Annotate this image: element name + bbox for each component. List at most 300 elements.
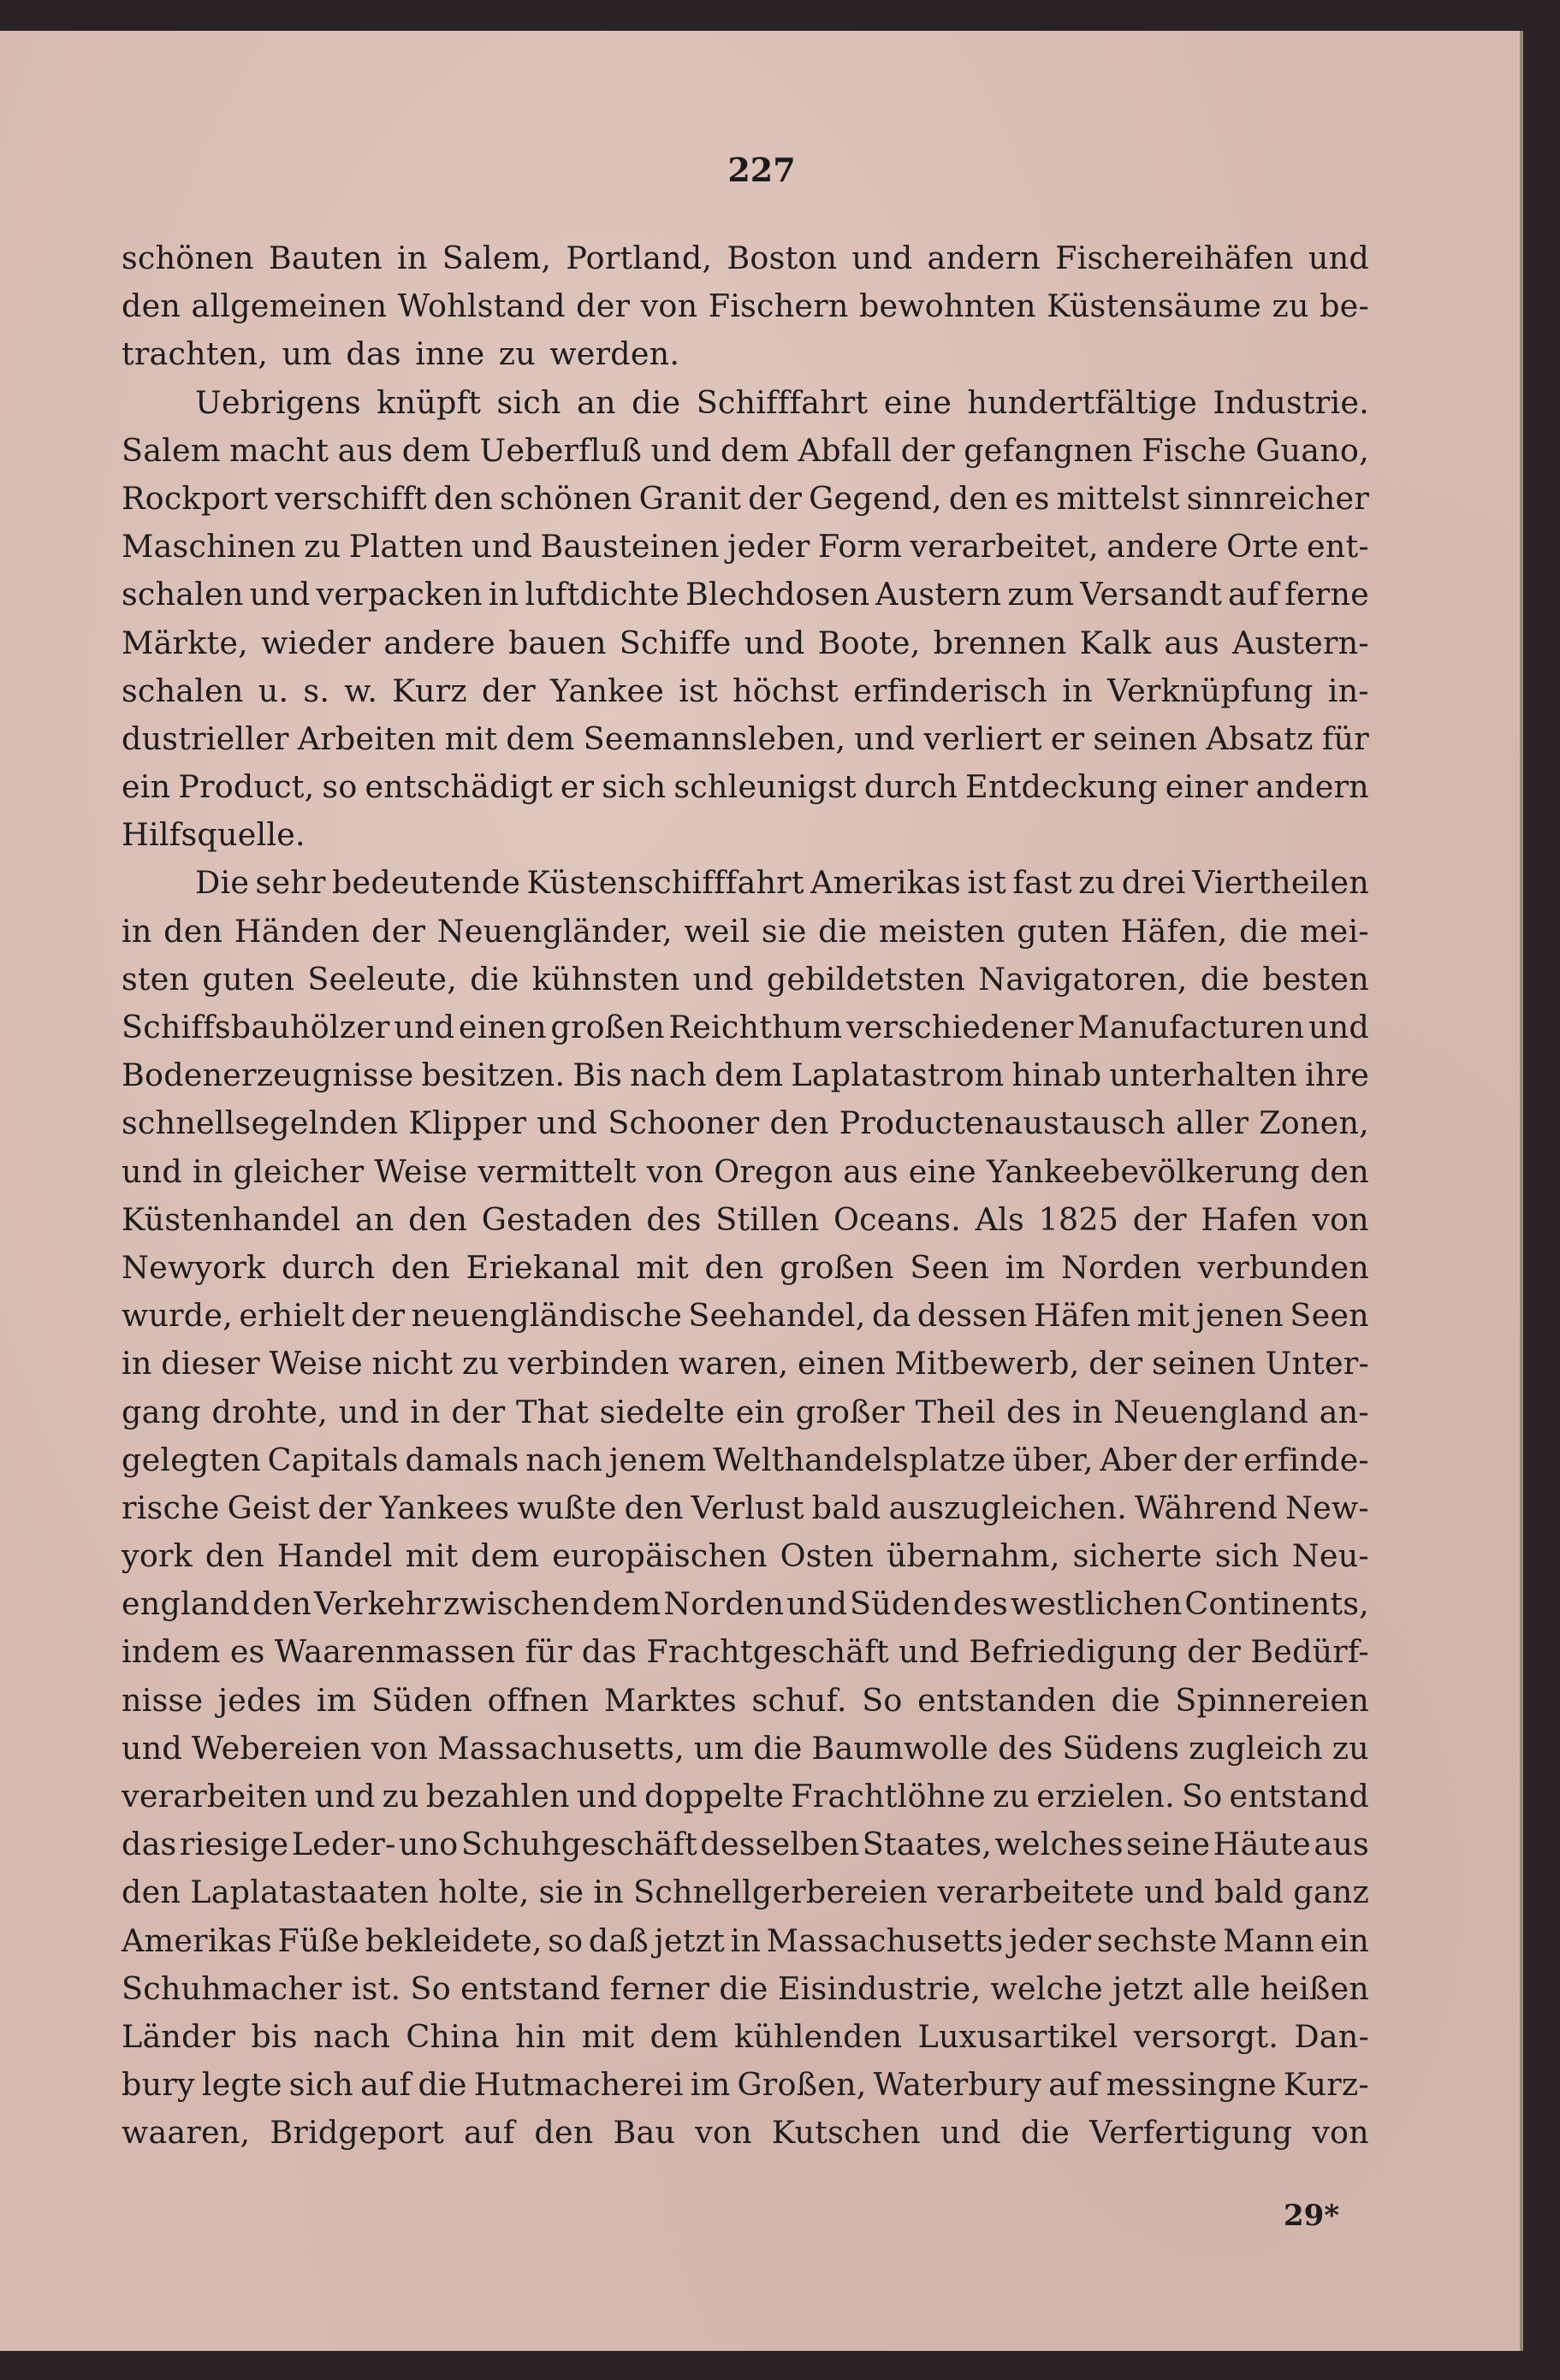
word: gleicher <box>233 1152 365 1190</box>
word: Neuengländer, <box>436 912 673 950</box>
word: von <box>1312 2114 1369 2152</box>
word: der <box>371 912 426 950</box>
word: er <box>1050 719 1085 757</box>
word: ist <box>967 864 1007 902</box>
word: Verfertigung <box>1089 2114 1293 2152</box>
word: bedeutende <box>331 864 521 902</box>
text-line <box>122 1773 1369 1821</box>
word: 1825 <box>1038 1200 1119 1238</box>
word: erzielen. <box>1036 1778 1175 1815</box>
word: mit <box>1136 1297 1190 1335</box>
word: sehr <box>255 864 326 902</box>
word: Während <box>1135 1489 1278 1526</box>
word: siedelte <box>599 1393 726 1430</box>
word: jeder <box>1008 1921 1092 1959</box>
word: Baumwolle <box>811 1729 989 1767</box>
word: dieser <box>161 1345 260 1382</box>
word: Platten <box>348 528 464 565</box>
word: Waterbury <box>873 2066 1042 2104</box>
word: So <box>862 1681 903 1719</box>
word: nach <box>525 1441 603 1478</box>
word: New- <box>1284 1489 1369 1526</box>
word: vermittelt <box>477 1152 637 1190</box>
word: Mitbewerb, <box>894 1345 1080 1382</box>
word: der <box>1132 1200 1187 1238</box>
book-page <box>0 31 1523 2351</box>
word: an <box>354 1200 394 1238</box>
word: Bauten <box>268 240 383 276</box>
word: sie <box>538 1874 584 1911</box>
word: verliert <box>923 719 1042 757</box>
word: bald <box>811 1489 881 1526</box>
word: in <box>1062 672 1093 709</box>
word: in <box>488 576 519 613</box>
word: rische <box>122 1489 220 1526</box>
word: die <box>632 383 681 421</box>
word: zu <box>992 1778 1030 1815</box>
word: seinen <box>1151 1345 1256 1382</box>
text-line <box>122 1099 1369 1147</box>
word: bury <box>122 2066 195 2104</box>
text-line <box>122 1532 1369 1580</box>
word: Salem <box>122 431 221 469</box>
text-line <box>122 427 1369 475</box>
word: Seen <box>910 1248 989 1286</box>
word: Frachtgeschäft <box>646 1633 889 1671</box>
word: So <box>410 1969 451 2007</box>
word: ist <box>679 672 718 709</box>
word: Newyork <box>122 1248 266 1286</box>
word: um <box>282 335 332 373</box>
word: Süden <box>371 1681 473 1719</box>
word: welches <box>994 1826 1124 1863</box>
text-line <box>122 1725 1369 1773</box>
word: den <box>948 479 1008 517</box>
word: durch <box>282 1248 376 1286</box>
word: bewohnten <box>858 287 1036 325</box>
word: in <box>410 1393 441 1430</box>
word: an- <box>1319 1393 1369 1430</box>
text-line <box>122 1580 1369 1628</box>
word: inne <box>415 335 485 373</box>
word: Weise <box>269 1345 363 1382</box>
word: Norden <box>1060 1248 1182 1286</box>
word: Füße <box>277 1921 360 1959</box>
word: auf <box>360 2066 412 2104</box>
word: in <box>730 1921 762 1959</box>
word: in <box>1072 1393 1103 1430</box>
word: von <box>1312 1200 1369 1238</box>
word: China <box>406 2017 500 2055</box>
word: das <box>346 335 401 373</box>
word: Händen <box>234 912 360 950</box>
word: Südens <box>1062 1729 1180 1767</box>
word: Theil <box>915 1393 996 1430</box>
word: Häfen, <box>1120 912 1228 950</box>
word: mittelst <box>1056 479 1180 517</box>
word: sich <box>288 2066 353 2104</box>
word: allgemeinen <box>191 287 388 325</box>
word: mit <box>581 2017 635 2055</box>
text-line <box>122 1821 1369 1868</box>
word: heißen <box>1260 1969 1369 2007</box>
word: verschifft <box>275 479 427 517</box>
word: Frachtlöhne <box>791 1778 986 1815</box>
text-line <box>122 667 1369 715</box>
word: sich <box>496 383 561 421</box>
word: erfinde- <box>1243 1441 1369 1478</box>
word: ein <box>1320 1921 1369 1959</box>
word: die <box>753 1729 803 1767</box>
word: und <box>314 1778 376 1815</box>
word: des <box>952 1585 1009 1623</box>
word: und <box>744 624 805 661</box>
word: Norden <box>663 1585 785 1623</box>
word: die <box>418 2066 467 2104</box>
word: Eisindustrie, <box>777 1969 982 2007</box>
word: und <box>122 1729 182 1767</box>
word: hinab <box>1011 1057 1102 1094</box>
word: zu <box>1078 864 1116 902</box>
word: verbinden <box>507 1345 670 1382</box>
word: Stillen <box>715 1200 820 1238</box>
word: Aber <box>1100 1441 1177 1478</box>
word: Hutmacherei <box>473 2066 684 2104</box>
word: Boston <box>727 240 838 276</box>
word: des <box>1006 1393 1062 1430</box>
word: legte <box>201 2066 282 2104</box>
word: ein <box>735 1393 786 1430</box>
text-line <box>122 379 1369 427</box>
word: desselben <box>700 1826 860 1863</box>
word: Schuhmacher <box>122 1969 342 2007</box>
text-line <box>122 1292 1369 1340</box>
word: den <box>534 2114 594 2152</box>
word: Fischern <box>708 287 849 325</box>
word: Maschinen <box>122 528 296 565</box>
word: aus <box>1314 1826 1369 1863</box>
text-line <box>122 619 1369 667</box>
word: Schiffe <box>619 624 732 661</box>
word: Waarenmassen <box>274 1633 516 1671</box>
word: die <box>1111 1681 1160 1719</box>
word: Wohlstand <box>397 287 566 325</box>
word: verarbeitet, <box>910 528 1099 565</box>
word: Gegend, <box>809 479 942 517</box>
word: den <box>122 1874 181 1911</box>
word: Hilfsquelle. <box>122 816 305 854</box>
word: um <box>693 1729 744 1767</box>
word: england <box>122 1585 251 1623</box>
word: Verlust <box>691 1489 804 1526</box>
word: Viertheilen <box>1192 864 1369 902</box>
word: und <box>537 1104 598 1142</box>
word: auf <box>1227 576 1279 613</box>
word: da <box>871 1297 911 1335</box>
text-line <box>122 1148 1369 1196</box>
word: die <box>818 912 868 950</box>
word: in <box>593 1874 624 1911</box>
word: in <box>192 1152 223 1190</box>
word: schalen <box>122 672 244 709</box>
word: andere <box>383 624 495 661</box>
word: aus <box>843 1152 899 1190</box>
word: Länder <box>122 2017 236 2055</box>
word: zu <box>498 335 536 373</box>
word: bezahlen <box>425 1778 570 1815</box>
word: verpacken <box>316 576 483 613</box>
word: den <box>704 1248 764 1286</box>
word: dessen <box>916 1297 1028 1335</box>
word: holte, <box>438 1874 530 1911</box>
word: trachten, <box>122 335 269 373</box>
word: in- <box>1327 672 1369 709</box>
word: Dan- <box>1294 2017 1369 2055</box>
word: Geist <box>227 1489 311 1526</box>
word: s. <box>303 672 330 709</box>
word: Kutschen <box>771 2114 921 2152</box>
word: Yankee <box>550 672 665 709</box>
word: einer <box>1165 768 1249 806</box>
word: Verknüpfung <box>1106 672 1314 709</box>
word: Versandt <box>1080 576 1222 613</box>
word: und <box>576 1778 638 1815</box>
word: ein <box>122 768 171 806</box>
word: jetzt <box>654 1921 725 1959</box>
word: seinen <box>1093 719 1198 757</box>
word: doppelte <box>644 1778 785 1815</box>
word: Salem, <box>442 240 552 276</box>
word: der <box>1187 1633 1242 1671</box>
word: schönen <box>122 240 254 276</box>
word: Luxusartikel <box>917 2017 1118 2055</box>
word: zugleich <box>1189 1729 1323 1767</box>
word: wieder <box>261 624 371 661</box>
word: Eriekanal <box>466 1248 620 1286</box>
word: ent- <box>1306 528 1369 565</box>
word: york <box>122 1537 193 1575</box>
word: verschiedener <box>845 1009 1074 1045</box>
word: jenem <box>608 1441 707 1478</box>
word: Befriedigung <box>969 1633 1177 1671</box>
text-line <box>122 2061 1369 2109</box>
word: und <box>122 1152 182 1190</box>
word: alle <box>1192 1969 1251 2007</box>
word: der <box>576 287 631 325</box>
word: er <box>560 768 595 806</box>
word: Häfen <box>1033 1297 1131 1335</box>
word: zum <box>1007 576 1075 613</box>
word: dem <box>592 1585 661 1623</box>
page-number: 227 <box>727 151 796 189</box>
word: kühlenden <box>734 2017 903 2055</box>
word: Bodenerzeugnisse <box>122 1057 414 1094</box>
word: Schiffsbauhölzer <box>122 1009 390 1045</box>
word: versorgt. <box>1133 2017 1279 2055</box>
word: Küstenhandel <box>122 1200 341 1238</box>
word: erfinderisch <box>853 672 1048 709</box>
word: an <box>577 383 616 421</box>
word: zu <box>382 1778 419 1815</box>
word: werden. <box>549 335 680 373</box>
word: nach <box>630 1057 708 1094</box>
word: uno <box>398 1826 459 1863</box>
word: Blechdosen <box>685 576 870 613</box>
word: Seen <box>1290 1297 1369 1335</box>
word: in <box>397 240 428 276</box>
word: Ueberfluß <box>479 431 643 469</box>
word: von <box>695 2114 752 2152</box>
text-line <box>122 2013 1369 2061</box>
word: entstand <box>1229 1778 1369 1815</box>
text-line <box>122 475 1369 523</box>
word: und <box>650 431 712 469</box>
word: Staates, <box>862 1826 993 1863</box>
text-line <box>122 1677 1369 1725</box>
word: hundertfältige <box>967 383 1198 421</box>
word: besten <box>1262 960 1369 998</box>
word: Fischereihäfen <box>1055 240 1294 276</box>
word: Absatz <box>1206 719 1314 757</box>
word: Mann <box>1223 1921 1315 1959</box>
word: nicht <box>371 1345 454 1382</box>
word: Industrie. <box>1213 383 1369 421</box>
word: Großen, <box>737 2066 867 2104</box>
word: Form <box>817 528 903 565</box>
word: den <box>433 479 493 517</box>
word: ganz <box>1293 1874 1369 1911</box>
word: macht <box>229 431 329 469</box>
text-line <box>122 763 1369 811</box>
word: Bedürf- <box>1250 1633 1369 1671</box>
word: Marktes <box>603 1681 737 1719</box>
word: offnen <box>487 1681 590 1719</box>
word: für <box>525 1633 572 1671</box>
word: Bau <box>613 2114 676 2152</box>
word: auszugleichen. <box>888 1489 1128 1526</box>
word: Navigatoren, <box>978 960 1188 998</box>
word: Guano, <box>1255 431 1369 469</box>
word: ist. <box>351 1969 401 2007</box>
text-line <box>122 1244 1369 1292</box>
word: besitzen. <box>421 1057 566 1094</box>
word: und <box>394 1009 455 1045</box>
word: des <box>646 1200 702 1238</box>
word: weil <box>684 912 750 950</box>
word: im <box>1005 1248 1046 1286</box>
word: in <box>122 912 152 950</box>
word: und <box>1308 240 1369 276</box>
word: wußte <box>517 1489 617 1526</box>
text-line <box>122 1436 1369 1484</box>
word: aller <box>1175 1104 1249 1142</box>
word: der <box>351 1297 406 1335</box>
text-line <box>122 1484 1369 1532</box>
text-line <box>122 571 1369 619</box>
word: der <box>900 431 955 469</box>
word: so <box>548 1921 584 1959</box>
word: der <box>1088 1345 1143 1382</box>
word: Yankeebevölkerung <box>986 1152 1300 1190</box>
word: luftdichte <box>525 576 679 613</box>
text-line <box>122 523 1369 571</box>
word: That <box>515 1393 590 1430</box>
word: Yankees <box>379 1489 510 1526</box>
word: sicherte <box>1072 1537 1202 1575</box>
word: schalen <box>122 576 244 613</box>
word: gelegten <box>122 1441 261 1478</box>
word: brennen <box>933 624 1067 661</box>
word: mit <box>405 1537 459 1575</box>
word: so <box>322 768 358 806</box>
word: den <box>624 1489 684 1526</box>
word: von <box>646 1152 704 1190</box>
text-line <box>122 1868 1369 1916</box>
word: hin <box>515 2017 566 2055</box>
word: schönen <box>499 479 632 517</box>
word: den <box>205 1537 264 1575</box>
word: Neuengland <box>1113 1393 1309 1430</box>
text-line <box>122 1051 1369 1099</box>
word: auf <box>1048 2066 1100 2104</box>
word: drohte, <box>211 1393 328 1430</box>
word: über, <box>1012 1441 1094 1478</box>
word: guten <box>1017 912 1109 950</box>
word: guten <box>202 960 295 998</box>
word: Massachusetts <box>766 1921 1004 1959</box>
word: Bausteinen <box>540 528 720 565</box>
word: Oceans. <box>833 1200 961 1238</box>
word: andern <box>1255 768 1369 806</box>
word: dem <box>721 431 790 469</box>
word: Welthandelsplatze <box>713 1441 1006 1478</box>
word: Als <box>975 1200 1024 1238</box>
word: Fische <box>1142 431 1247 469</box>
word: Gestaden <box>481 1200 632 1238</box>
word: Zonen, <box>1259 1104 1369 1142</box>
word: verarbeitete <box>937 1874 1135 1911</box>
word: Abfall <box>798 431 893 469</box>
word: es <box>229 1633 265 1671</box>
word: Schnellgerbereien <box>633 1874 928 1911</box>
word: zu <box>304 528 341 565</box>
word: wurde, <box>122 1297 233 1335</box>
word: gefangnen <box>964 431 1133 469</box>
signature-mark: 29* <box>1284 2199 1340 2233</box>
word: Massachusetts, <box>437 1729 685 1767</box>
word: die <box>470 960 519 998</box>
text-line <box>122 234 1369 282</box>
word: der <box>451 1393 506 1430</box>
word: sie <box>761 912 807 950</box>
word: dem <box>506 719 575 757</box>
word: europäischen <box>552 1537 768 1575</box>
word: Amerikas <box>122 1921 272 1959</box>
word: Kurz <box>392 672 467 709</box>
word: Uebrigens <box>195 383 361 421</box>
word: das <box>581 1633 638 1671</box>
text-line <box>122 1196 1369 1244</box>
word: Amerikas <box>810 864 961 902</box>
word: Schifffahrt <box>696 383 869 421</box>
word: entschädigt <box>365 768 553 806</box>
word: Orte <box>1226 528 1299 565</box>
word: be- <box>1320 287 1369 325</box>
text-line <box>122 1004 1369 1051</box>
word: und <box>786 1585 848 1623</box>
word: Hafen <box>1201 1200 1298 1238</box>
word: sinnreicher <box>1186 479 1369 517</box>
